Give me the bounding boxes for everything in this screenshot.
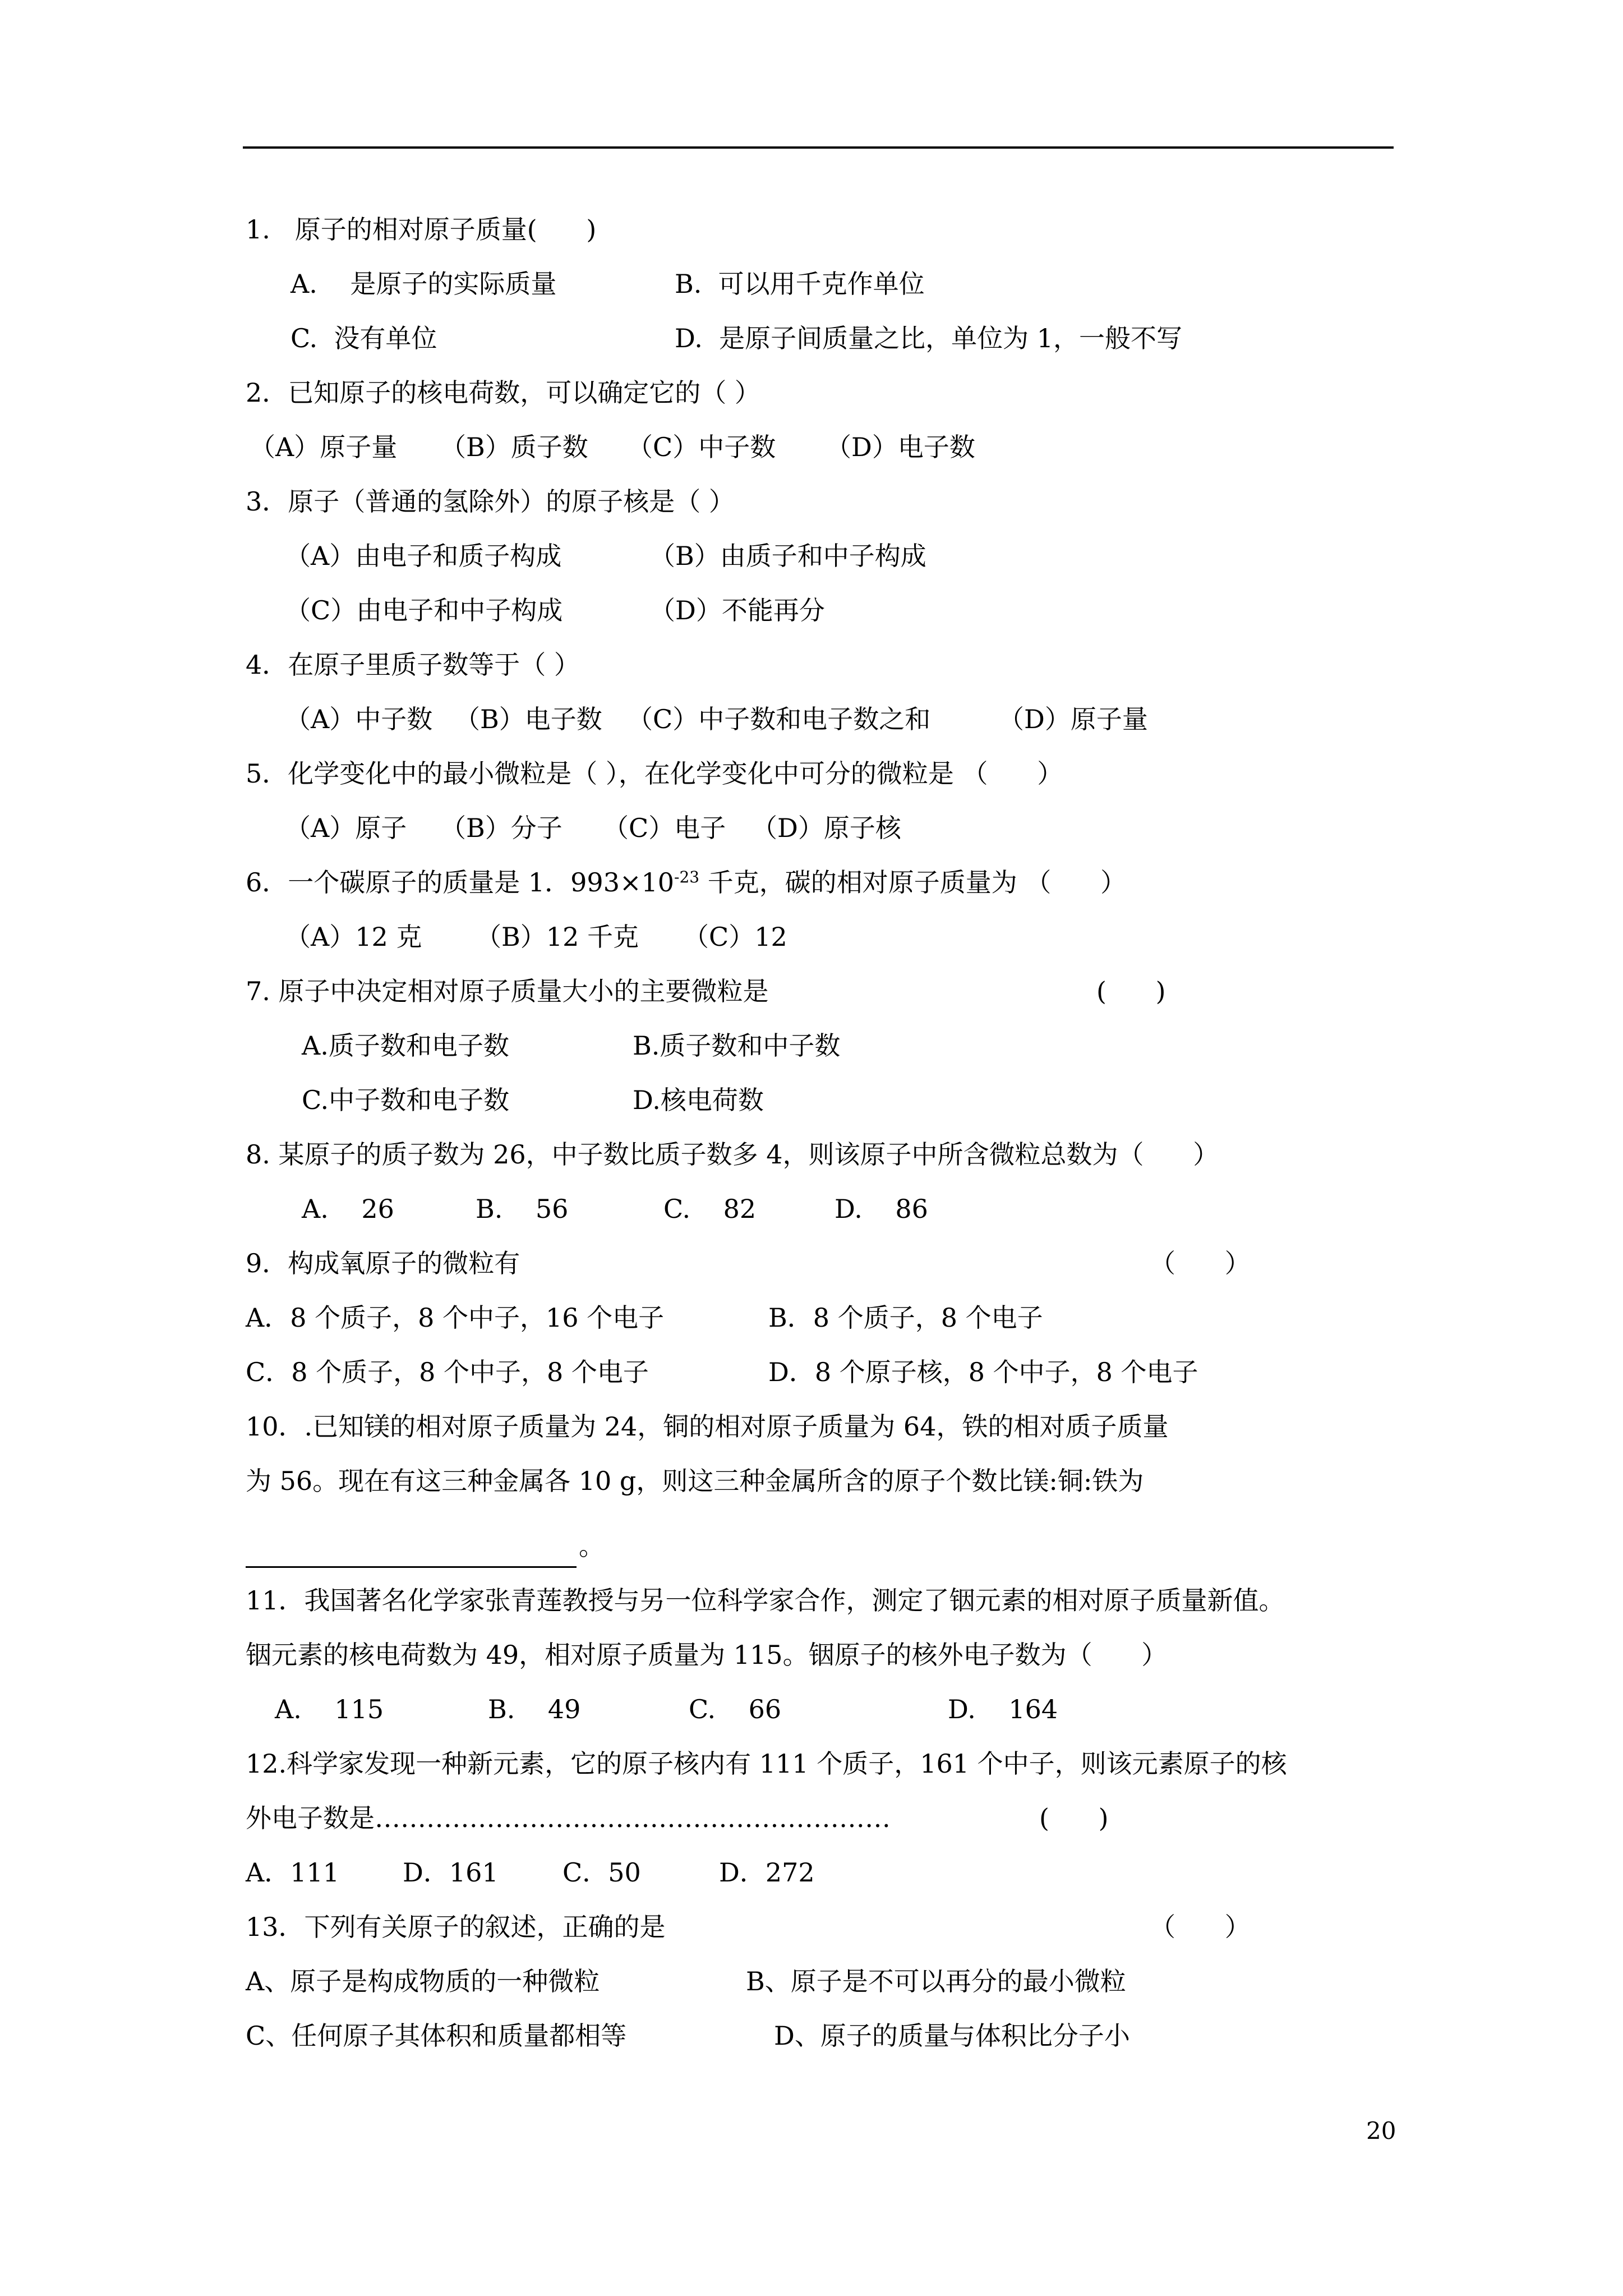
question-9-option-a: A．8 个质子，8 个中子，16 个电子 [246,1303,665,1333]
question-12-option-b: D．161 [403,1857,499,1888]
question-7-bracket: ( ) [1096,976,1166,1006]
question-11-option-a: A. 115 [275,1694,384,1724]
question-2-stem: 2．已知原子的核电荷数，可以确定它的（ ） [246,378,760,408]
question-6-exponent: -23 [674,868,700,886]
question-8-option-b: B. 56 [476,1194,569,1224]
question-6-stem [246,866,1126,899]
question-12-stem: 12.科学家发现一种新元素，它的原子核内有 111 个质子，161 个中子，则该元素原子的核 [246,1749,1287,1779]
question-9-option-c: C．8 个质子，8 个中子，8 个电子 [246,1357,649,1387]
question-11-option-b: B. 49 [488,1694,581,1724]
question-1-option-b: B. 可以用千克作单位 [675,269,925,299]
question-9-option-b: B．8 个质子，8 个电子 [768,1303,1043,1333]
question-12-option-d: D．272 [719,1857,815,1888]
question-6-option-c: （C）12 [683,922,787,952]
question-4-option-b: （B）电子数 [454,704,602,734]
question-6-option-b: （B）12 千克 [476,922,639,952]
question-2-option-a: （A）原子量 [250,432,398,462]
question-13-stem: 13．下列有关原子的叙述，正确的是 [246,1912,666,1942]
question-5-option-b: （B）分子 [440,813,562,843]
question-8-option-c: C. 82 [663,1194,757,1224]
question-12-bracket: ( ) [1039,1803,1109,1833]
question-6-stem-text: 6．一个碳原子的质量是 1．993×10 [246,867,675,898]
question-10-blank-end: 。 [579,1531,605,1561]
question-12-option-c: C．50 [562,1857,641,1888]
question-2-option-c: （C）中子数 [627,432,776,462]
question-8-stem: 8. 某原子的质子数为 26，中子数比质子数多 4，则该原子中所含微粒总数为（ ） [246,1139,1219,1170]
question-9-bracket: （ ） [1150,1248,1251,1278]
question-7-option-d: D.核电荷数 [633,1085,764,1115]
question-3-stem: 3．原子（普通的氢除外）的原子核是（ ） [246,486,735,517]
question-5-stem: 5．化学变化中的最小微粒是（ ），在化学变化中可分的微粒是 （ ） [246,758,1063,789]
question-13-option-b: B、原子是不可以再分的最小微粒 [746,1966,1126,1996]
question-4-stem: 4．在原子里质子数等于（ ） [246,650,580,680]
question-8-option-a: A. 26 [302,1194,394,1224]
page-number: 20 [1366,2117,1396,2145]
question-11-stem: 11．我国著名化学家张青莲教授与另一位科学家合作，测定了铟元素的相对原子质量新值。 [246,1585,1285,1616]
question-7-option-c: C.中子数和电子数 [302,1085,510,1115]
question-1-option-c: C. 没有单位 [291,323,437,353]
question-11-stem-line2: 铟元素的核电荷数为 49，相对原子质量为 115。铟原子的核外电子数为（ ） [246,1640,1168,1670]
question-7-stem: 7. 原子中决定相对原子质量大小的主要微粒是 [246,976,769,1006]
question-8-option-d: D. 86 [834,1194,928,1224]
question-3-option-a: （A）由电子和质子构成 [285,541,562,571]
question-12-stem-line2: 外电子数是…………………………………………………… [246,1803,891,1833]
question-6-option-a: （A）12 克 [285,922,422,952]
question-4-option-c: （C）中子数和电子数之和 [627,704,931,734]
question-3-option-b: （B）由质子和中子构成 [649,541,926,571]
question-2-option-b: （B）质子数 [440,432,588,462]
question-5-option-d: （D）原子核 [751,813,901,843]
question-13-option-a: A、原子是构成物质的一种微粒 [246,1966,600,1996]
question-11-option-d: D. 164 [948,1694,1058,1724]
question-1-stem: 1. 原子的相对原子质量( ) [246,214,597,245]
question-3-option-c: （C）由电子和中子构成 [285,595,563,625]
question-4-option-d: （D）原子量 [998,704,1148,734]
question-9-stem: 9．构成氧原子的微粒有 [246,1248,520,1278]
question-10-stem: 10．.已知镁的相对原子质量为 24，铜的相对原子质量为 64，铁的相对质子质量 [246,1411,1169,1442]
question-13-option-d: D、原子的质量与体积比分子小 [774,2021,1130,2051]
question-11-option-c: C. 66 [689,1694,782,1724]
question-13-option-c: C、任何原子其体积和质量都相等 [246,2021,627,2051]
question-6-stem-tail: 千克，碳的相对原子质量为 （ ） [699,867,1127,898]
question-7-option-b: B.质子数和中子数 [633,1030,841,1061]
header-rule [243,146,1394,149]
question-10-stem-line2: 为 56。现在有这三种金属各 10 g，则这三种金属所含的原子个数比镁:铜:铁为 [246,1466,1144,1496]
question-12-option-a: A．111 [246,1857,340,1888]
question-5-option-a: （A）原子 [285,813,407,843]
question-7-option-a: A.质子数和电子数 [302,1030,509,1061]
question-4-option-a: （A）中子数 [285,704,433,734]
question-1-option-d: D. 是原子间质量之比，单位为 1，一般不写 [675,323,1182,353]
question-9-option-d: D．8 个原子核，8 个中子，8 个电子 [768,1357,1198,1387]
question-5-option-c: （C）电子 [603,813,726,843]
question-13-bracket: （ ） [1150,1912,1251,1942]
question-2-option-d: （D）电子数 [826,432,975,462]
question-1-option-a: A. 是原子的实际质量 [291,269,557,299]
question-3-option-d: （D）不能再分 [649,595,825,625]
question-10-answer-blank [246,1566,577,1568]
